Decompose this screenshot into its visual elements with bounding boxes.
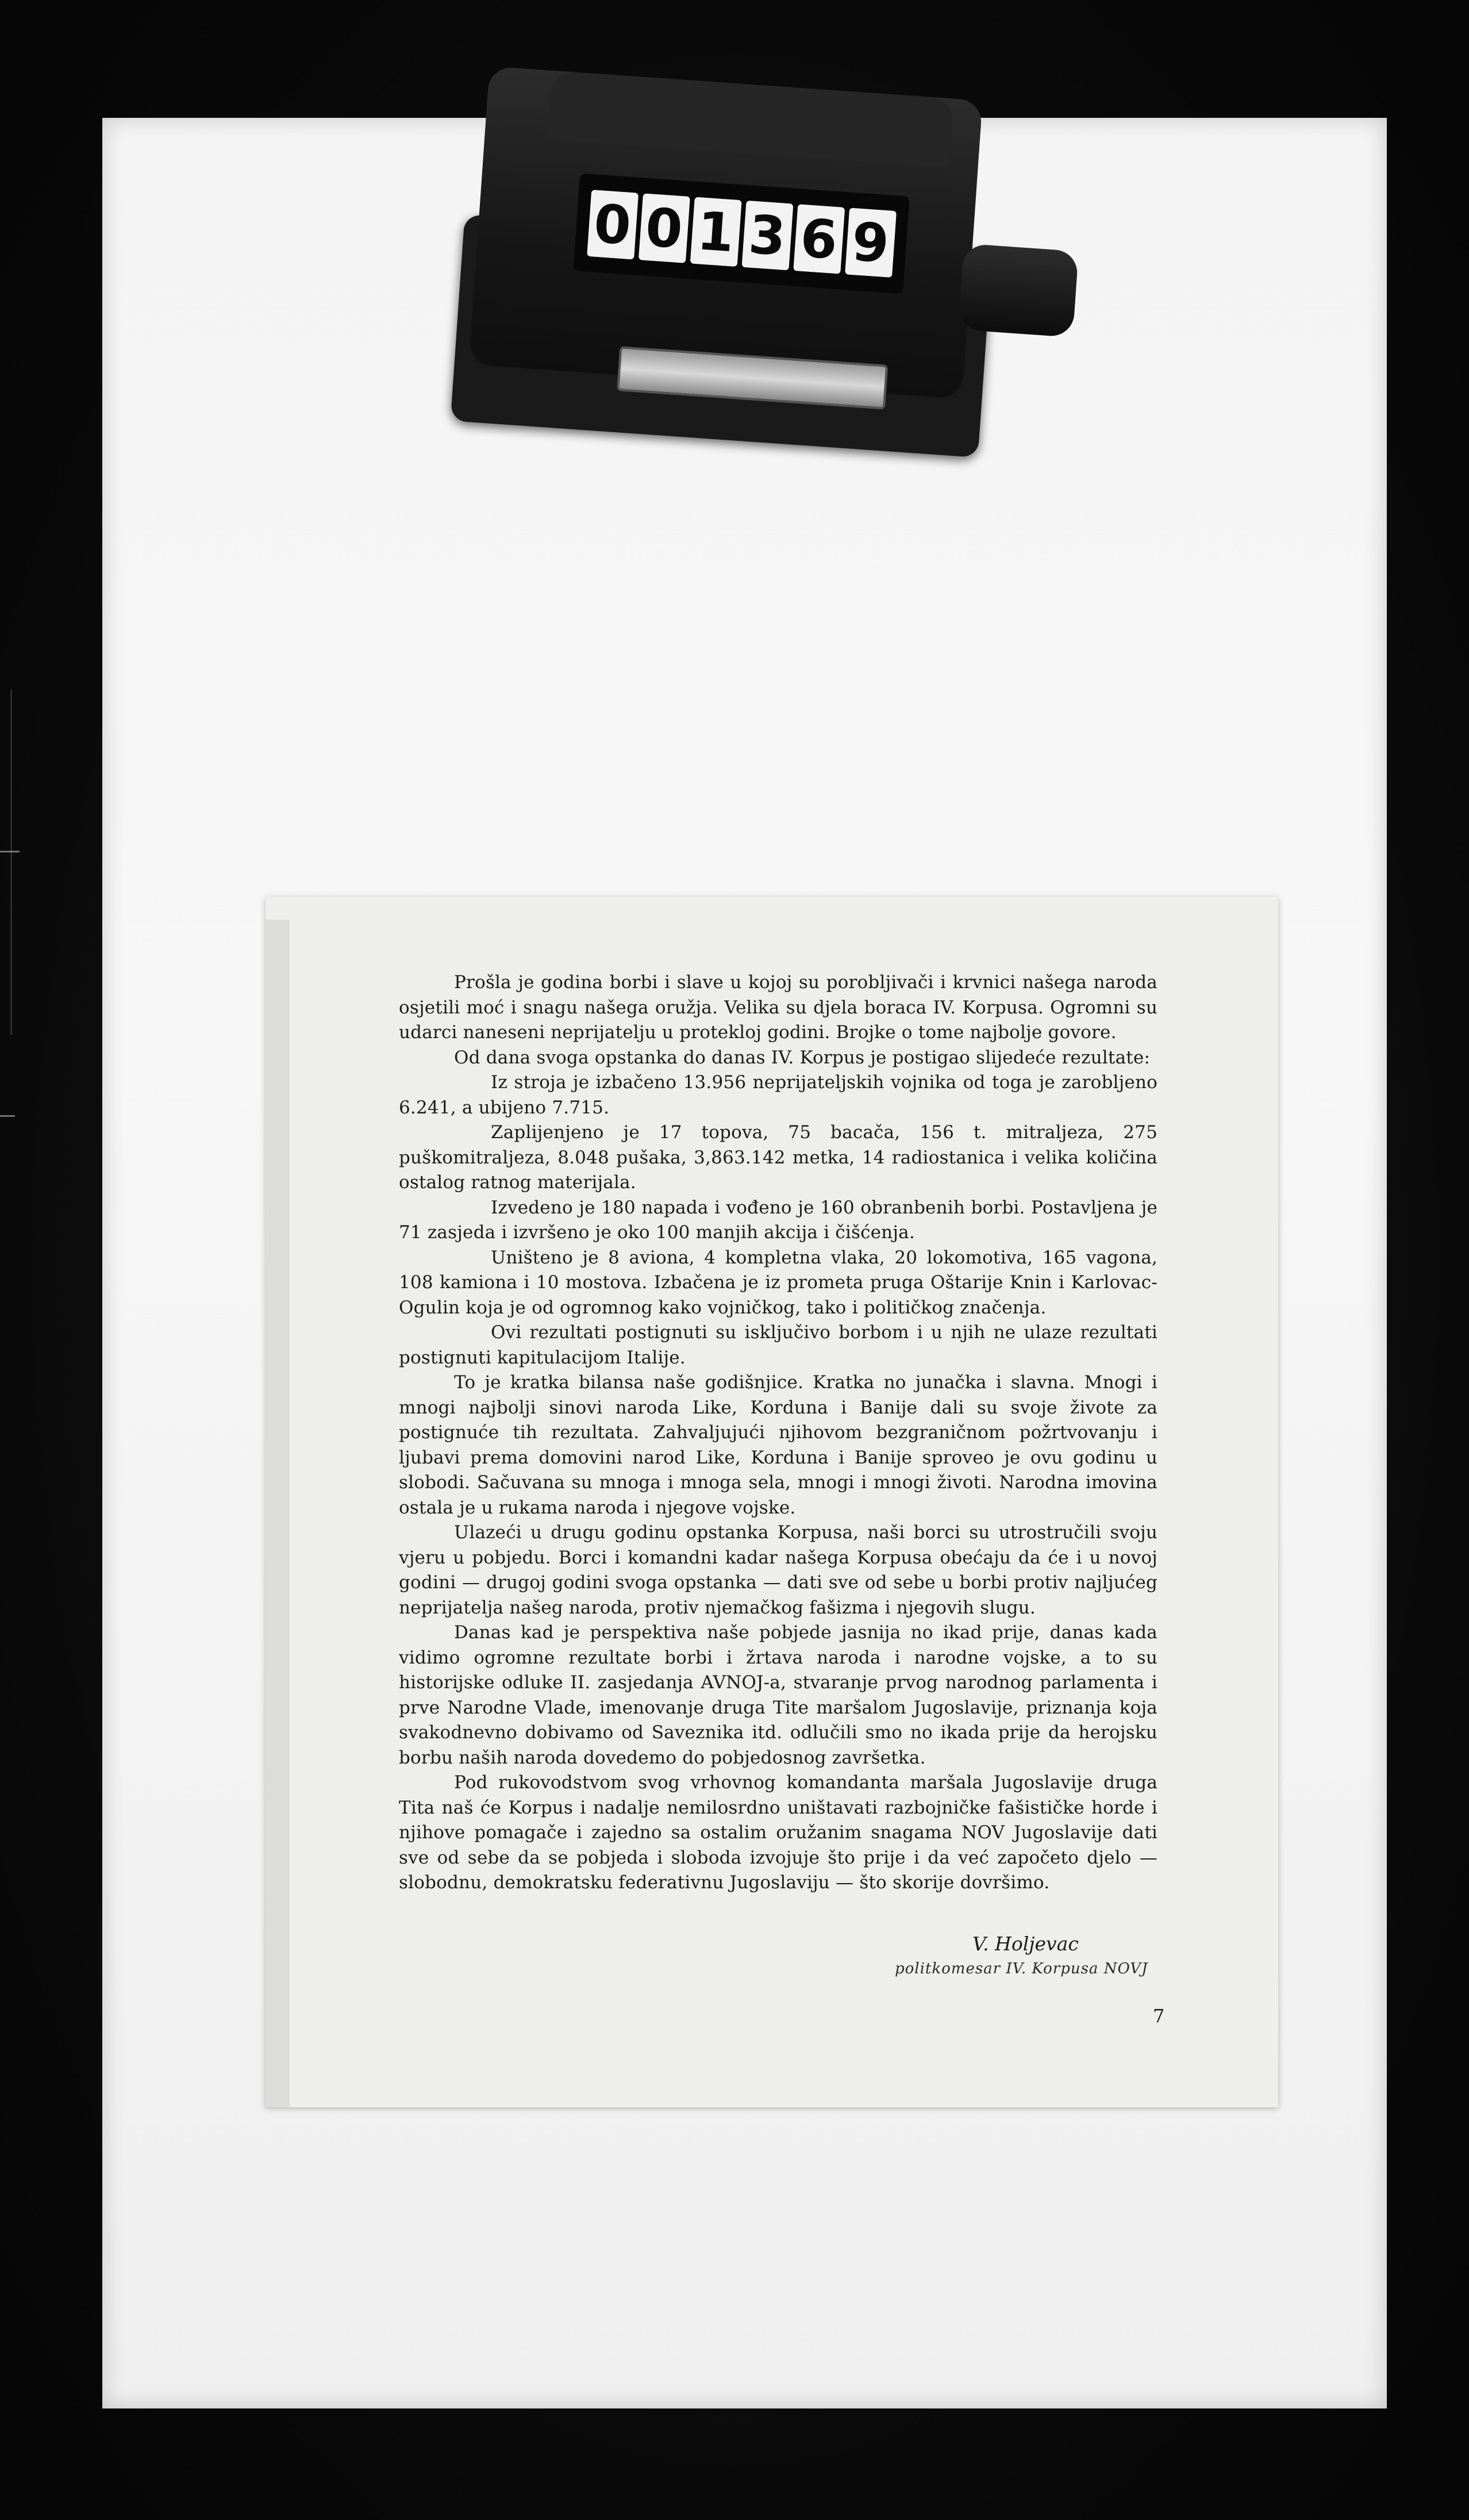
page-edge-shadow [266,920,290,2107]
paragraph: Izvedeno je 180 napada i vođeno je 160 obranbenih borbi. Postavljena je 71 zasjeda i izvršeno je oko 100 manjih akcija i čišćenja. [399,1197,1157,1243]
counter-window [573,174,909,294]
paragraph: Pod rukovodstvom svog vrhovnog komandanta maršala Jugoslavije druga Tita naš će Korpus i nadalje nemilosrdno uništavati razbojničke fašističke horde i njihove pomagače i zajedno sa ostalim oružanim snagama NOV Jugoslavije dati sve od sebe da se pobjeda i sloboda izvojuje što prije i da već započeto djelo — slobodnu, demokratsku federativnu Jugoslaviju — što skorije dovršimo. [399,1772,1157,1893]
paragraph: Ulazeći u drugu godinu opstanka Korpusa, naši borci su utrostručili svoju vjeru u pobjedu. Borci i komandni kadar našega Korpusa obećaju da će i u novoj godini — drugoj godini svoga opstanka — dati sve od sebe u borbi protiv najljućeg neprijatelja našeg naroda, protiv njemačkog fašizma i njegovih slugu. [399,1522,1157,1618]
film-scratch [0,851,20,852]
paragraph: Prošla je godina borbi i slave u kojoj su porobljivači i krvnici našega naroda osjetili moć i snagu našega oružja. Velika su djela boraca IV. Korpusa. Ogromni su udarci naneseni neprijatelju u proteklој godini. Brojke o tome najbolje govore. [399,972,1157,1043]
document-body [399,970,1157,1896]
signature-name: V. Holjevac [972,1933,1079,1955]
page-number: 7 [1153,2005,1165,2027]
film-scratch [10,690,12,1035]
paragraph: Od dana svoga opstanka do danas IV. Korpus je postigao slijedeće rezultate: [454,1047,1151,1068]
counter-digit: 1 [690,197,741,267]
counter-digit: 0 [638,193,690,263]
document-page [266,897,1278,2107]
paragraph: Ovi rezultati postignuti su isključivo borbom i u njih ne ulaze rezultati postignuti kapitulacijom Italije. [399,1322,1157,1368]
paragraph: Uništeno je 8 aviona, 4 kompletna vlaka, 20 lokomotiva, 165 vagona, 108 kamiona i 10 mostova. Izbačena je iz prometa pruga Oštarije Knin i Karlovac-Ogulin koja je od ogromnog kako vojničkog, tako i političkog značenja. [399,1247,1157,1318]
counter-top [548,71,954,168]
signature-role: politkomesar IV. Korpusa NOVJ [895,1960,1148,1977]
paragraph: To je kratka bilansa naše godišnjice. Kratka no junačka i slavna. Mnogi i mnogi najbolji sinovi naroda Like, Korduna i Banije dali su svoje živote za postignuće tih rezultata. Zahvaljujući njihovom bezgraničnom požrtvovanju i ljubavi prema domovini narod Like, Korduna i Banije sproveo je ovu godinu u slobodi. Sačuvana su mnoga i mnoga sela, mnogi i mnogi životi. Narodna imovina ostala je u rukama naroda i njegove vojske. [399,1372,1157,1518]
frame-counter-device [444,42,1096,470]
paragraph: Zaplijenjeno je 17 topova, 75 bacača, 156 t. mitraljeza, 275 puškomitraljeza, 8.048 pušaka, 3,863.142 metka, 14 radiostanica i velika količina ostalog ratnog materijala. [399,1122,1157,1193]
counter-digit: 6 [793,204,845,274]
counter-body [469,66,983,399]
counter-knob [958,243,1079,337]
paragraph: Iz stroja je izbačeno 13.956 neprijateljskih vojnika od toga je zarobljeno 6.241, a ubijeno 7.715. [399,1072,1157,1118]
counter-digit: 3 [741,201,793,270]
paragraph: Danas kad je perspektiva naše pobjede jasnija no ikad prije, danas kada vidimo ogromne rezultate borbi i žrtava naroda i narodne vojske, a to su historijske odluke II. zasjedanja AVNOJ-a, stvaranje prvog narodnog parlamenta i prve Narodne Vlade, imenovanje druga Tite maršalom Jugoslavije, priznanja koja svakodnevno dobivamo od Saveznika itd. odlučili smo no ikada prije da herojsku borbu naših naroda dovedemo do pobjedosnog završetka. [399,1622,1157,1768]
counter-digit: 0 [587,190,639,259]
film-scratch [0,1115,15,1117]
counter-digit: 9 [845,208,897,277]
